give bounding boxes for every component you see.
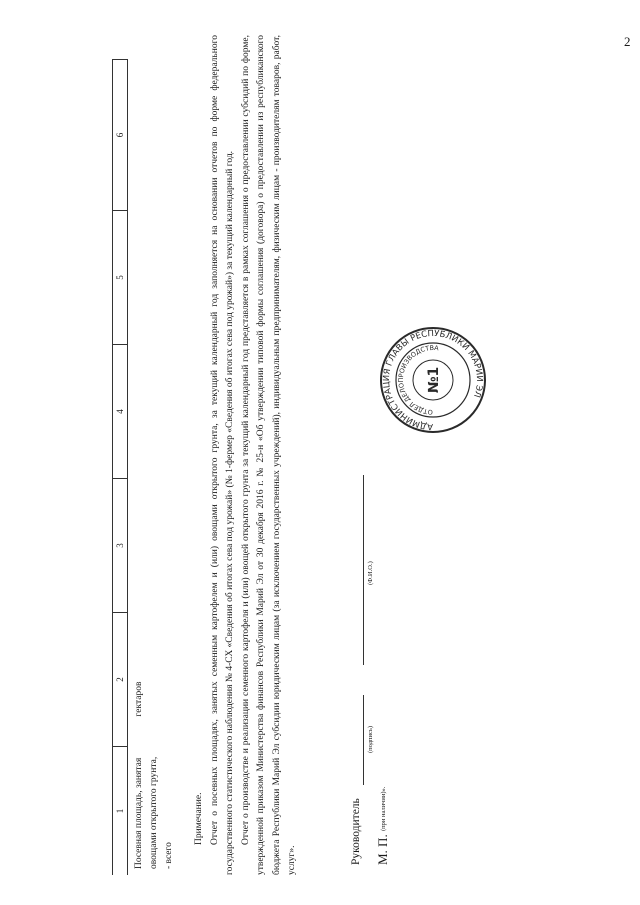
head-label: Руководитель bbox=[350, 798, 362, 865]
fio-line bbox=[363, 475, 364, 665]
seal-inner-text: ОТДЕЛ ДЕЛОПРОИЗВОДСТВА bbox=[396, 343, 440, 417]
official-seal bbox=[378, 325, 488, 435]
note-block bbox=[192, 35, 301, 875]
table-header-col-2: 2 bbox=[113, 613, 128, 747]
table-header-col-5: 5 bbox=[113, 211, 128, 345]
signature-line bbox=[363, 695, 364, 785]
table-header-col-1: 1 bbox=[113, 747, 128, 876]
mp-hint: (при наличии)». bbox=[380, 786, 387, 831]
table-header-col-6: 6 bbox=[113, 60, 128, 211]
note-heading: Примечание. bbox=[194, 792, 204, 845]
note-paragraph-2: Отчет о производстве и реализации семенного картофеля и (или) овощей открытого грунта за текущий календарный год представляется в рамках соглашения о предоставлении субсидий по форме, утвержденной приказом Министерства финансов Республики Марий Эл от 30 декабря 2016 г. № 25-н «Об утверждении типовой формы соглашения (договора) о предоставлении из республиканского бюджета Республики Марий Эл субсидии юридическим лицам (за исключением государственных учреждений), индивидуальным предпринимателям, физическим лицам - производителям товаров, работ, услуг». bbox=[240, 35, 297, 875]
row-label: Посевная площадь, занятая овощами открытого грунта, - всего bbox=[134, 756, 174, 869]
table-header-col-4: 4 bbox=[113, 345, 128, 479]
seal-number: №1 bbox=[426, 366, 442, 394]
fio-hint: (Ф.И.О.) bbox=[367, 561, 374, 585]
row-unit: гектаров bbox=[134, 681, 144, 717]
mp-label: М. П. bbox=[375, 834, 390, 865]
note-paragraph-1: Отчет о посевных площадях, занятых семенным картофелем и (или) овощами открытого грунта, за текущий календарный год заполняется на основании отчетов по форме федерального государственного статистического наблюдения № 4-СХ «Сведения об итогах сева под урожай» (№ 1-фермер «Сведения об итогах сева под урожай») за текущий календарный год. bbox=[209, 35, 235, 875]
page-number: 2 bbox=[624, 34, 631, 49]
seal-ring-text: АДМИНИСТРАЦИЯ ГЛАВЫ РЕСПУБЛИКИ МАРИЙ ЭЛ bbox=[381, 328, 485, 432]
signature-hint: (подпись) bbox=[367, 726, 374, 753]
table-header-col-3: 3 bbox=[113, 479, 128, 613]
